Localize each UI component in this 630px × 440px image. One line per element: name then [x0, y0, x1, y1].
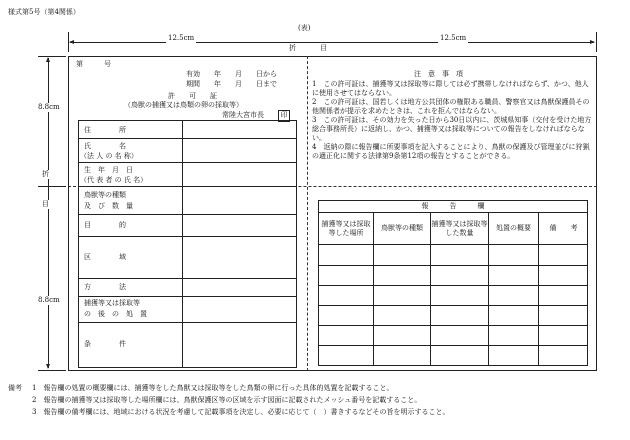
field-quantity: 及 び 数 量: [84, 202, 133, 210]
left-width-label: 12.5cm: [168, 34, 195, 42]
permit-subtitle: （鳥獣の捕獲又は鳥類の卵の採取等）: [124, 101, 243, 109]
field-conditions: 条 件: [84, 340, 126, 348]
validity-from: 有効 年 月 日から: [186, 70, 277, 78]
bottom-height-label: 8.8cm: [38, 296, 60, 304]
field-disposal-1: 捕獲等又は採取等: [84, 299, 140, 307]
note-item-4: 4 返納の際に報告欄に所要事項を記入することにより、鳥獣の保護及び管理並びに狩猟の適正化に関する法律第9条第12項の報告とすることができる。: [312, 143, 590, 160]
field-name: 氏 名: [84, 142, 126, 150]
permit-number: 第 号: [76, 60, 111, 68]
field-method: 方 法: [84, 283, 126, 291]
notes-list: [312, 80, 592, 161]
field-species: 鳥獣等の種類: [84, 191, 126, 199]
eye-label: 目: [320, 44, 327, 52]
report-col-place: 捕獲等又は採取等した場所: [321, 219, 371, 237]
field-area: 区 域: [84, 253, 126, 261]
permit-title: 許 可 証: [168, 92, 217, 100]
footer-notes: [32, 384, 622, 417]
footer-note-2: 2 報告欄の捕獲等又は採取等した場所欄には、鳥獣保護区等の区域を示す図面に記載されたメッシュ番号を記載すること。: [32, 396, 422, 404]
note-item-1: 1 この許可証は、捕獲等又は採取等に際しては必ず携帯しなければならず、かつ、他人に使用させてはならない。: [312, 80, 589, 97]
validity-to: 期間 年 月 日まで: [186, 80, 277, 88]
footer-note-1: 1 報告欄の処置の概要欄には、捕獲等をした鳥獣又は採取等をした鳥類の卵に行った具体的処置を記載すること。: [32, 384, 394, 392]
note-item-3: 3 この許可証は、その効力を失った日から30日以内に、茨城県知事（交付を受けた地方総合事務所長）に返納し、かつ、捕獲等又は採取等についての報告をしなければならない。: [312, 116, 592, 142]
vertical-fold-line: [307, 56, 308, 371]
issuer-name: 常陸大宮市長: [222, 111, 264, 119]
footer-label: 備考: [8, 384, 22, 392]
footer-note-3: 3 報告欄の備考欄には、地域における状況を考慮して記載事項を決定し、必要に応じて（ ）書きするなどその旨を明示すること。: [32, 408, 450, 416]
field-address: 住 所: [84, 126, 126, 134]
report-col-remarks: 備 考: [549, 224, 578, 232]
field-purpose: 目 的: [84, 221, 126, 229]
field-rep-name: （代 表 者 の 氏 名）: [80, 176, 148, 184]
report-col-disposal: 処置の概要: [496, 224, 531, 232]
side-fold-label: 折: [42, 170, 49, 178]
report-col-quantity: 捕獲等又は採取等した数量: [431, 219, 488, 237]
notes-title: 注 意 事 項: [414, 70, 463, 78]
field-birth: 生 年 月 日: [84, 166, 133, 174]
field-disposal-2: の 後 の 処 置: [84, 310, 147, 318]
top-height-label: 8.8cm: [38, 103, 60, 111]
report-col-species: 鳥獣等の種類: [381, 224, 423, 232]
note-item-2: 2 この許可証は、国若しくは地方公共団体の権限ある職員、警察官又は鳥獣保護員その他関係者が提示を求めたときは、これを拒んではならない。: [312, 98, 590, 115]
side-eye-label: 目: [42, 200, 49, 208]
field-corp-name: （法 人 の 名 称）: [80, 152, 138, 160]
form-number: 様式第5号（第4関係）: [8, 8, 80, 16]
fold-label: 折: [289, 44, 296, 52]
front-label: (表): [298, 24, 311, 32]
right-width-label: 12.5cm: [440, 34, 467, 42]
seal-mark: 印: [278, 110, 290, 122]
report-title: 報 告 欄: [421, 201, 485, 210]
